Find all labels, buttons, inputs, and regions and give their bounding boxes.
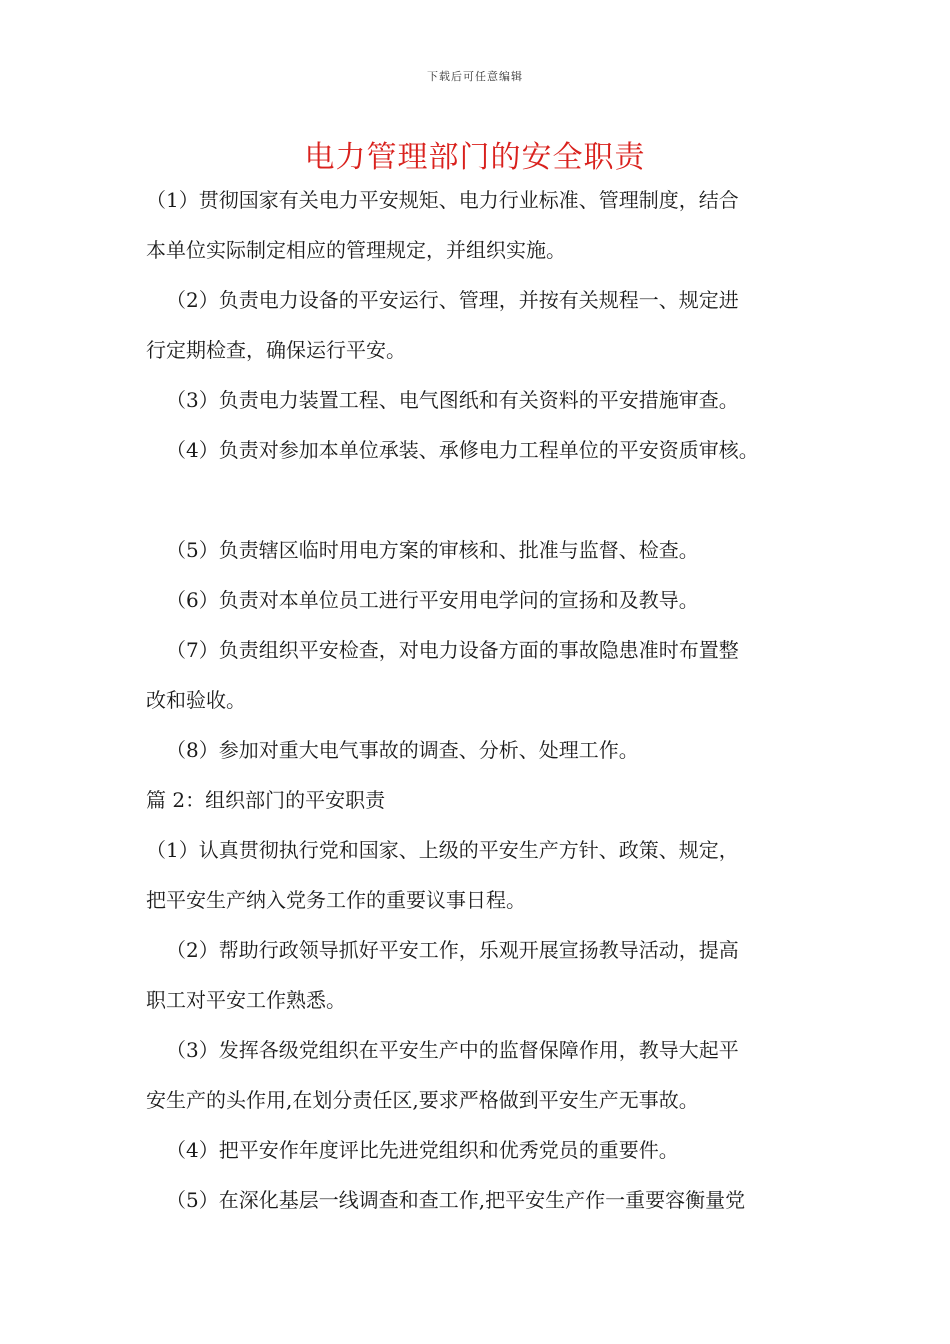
paragraph-line: 行定期检查，确保运行平安。 (146, 338, 406, 362)
paragraph-line: （1）认真贯彻执行党和国家、上级的平安生产方针、政策、规定， (146, 838, 739, 862)
paragraph-line: （2）负责电力设备的平安运行、管理，并按有关规程一、规定进 (166, 288, 739, 312)
header-note: 下载后可任意编辑 (427, 70, 523, 83)
document-title: 电力管理部门的安全职责 (304, 140, 646, 175)
paragraph-line: （3）发挥各级党组织在平安生产中的监督保障作用，教导大起平 (166, 1038, 739, 1062)
paragraph-line: （8）参加对重大电气事故的调查、分析、处理工作。 (166, 738, 639, 762)
paragraph-line: 改和验收。 (146, 688, 246, 712)
paragraph-line: （5）负责辖区临时用电方案的审核和、批准与监督、检查。 (166, 538, 699, 562)
paragraph-line: 职工对平安工作熟悉。 (146, 988, 346, 1012)
paragraph-line: （4）负责对参加本单位承装、承修电力工程单位的平安资质审核。 (166, 438, 759, 462)
paragraph-line: 本单位实际制定相应的管理规定，并组织实施。 (146, 238, 566, 262)
paragraph-line: （7）负责组织平安检查，对电力设备方面的事故隐患准时布置整 (166, 638, 739, 662)
paragraph-line: （1）贯彻国家有关电力平安规矩、电力行业标准、管理制度，结合 (146, 188, 739, 212)
paragraph-line: 安生产的头作用,在划分责任区,要求严格做到平安生产无事故。 (146, 1088, 699, 1112)
section-heading: 篇 2：组织部门的平安职责 (146, 788, 386, 812)
paragraph-line: （5）在深化基层一线调查和查工作,把平安生产作一重要容衡量党 (166, 1188, 746, 1212)
paragraph-line: （2）帮助行政领导抓好平安工作，乐观开展宣扬教导活动，提高 (166, 938, 739, 962)
paragraph-line: （6）负责对本单位员工进行平安用电学问的宣扬和及教导。 (166, 588, 699, 612)
paragraph-line: （4）把平安作年度评比先进党组织和优秀党员的重要件。 (166, 1138, 679, 1162)
paragraph-line: 把平安生产纳入党务工作的重要议事日程。 (146, 888, 526, 912)
paragraph-line: （3）负责电力装置工程、电气图纸和有关资料的平安措施审查。 (166, 388, 739, 412)
